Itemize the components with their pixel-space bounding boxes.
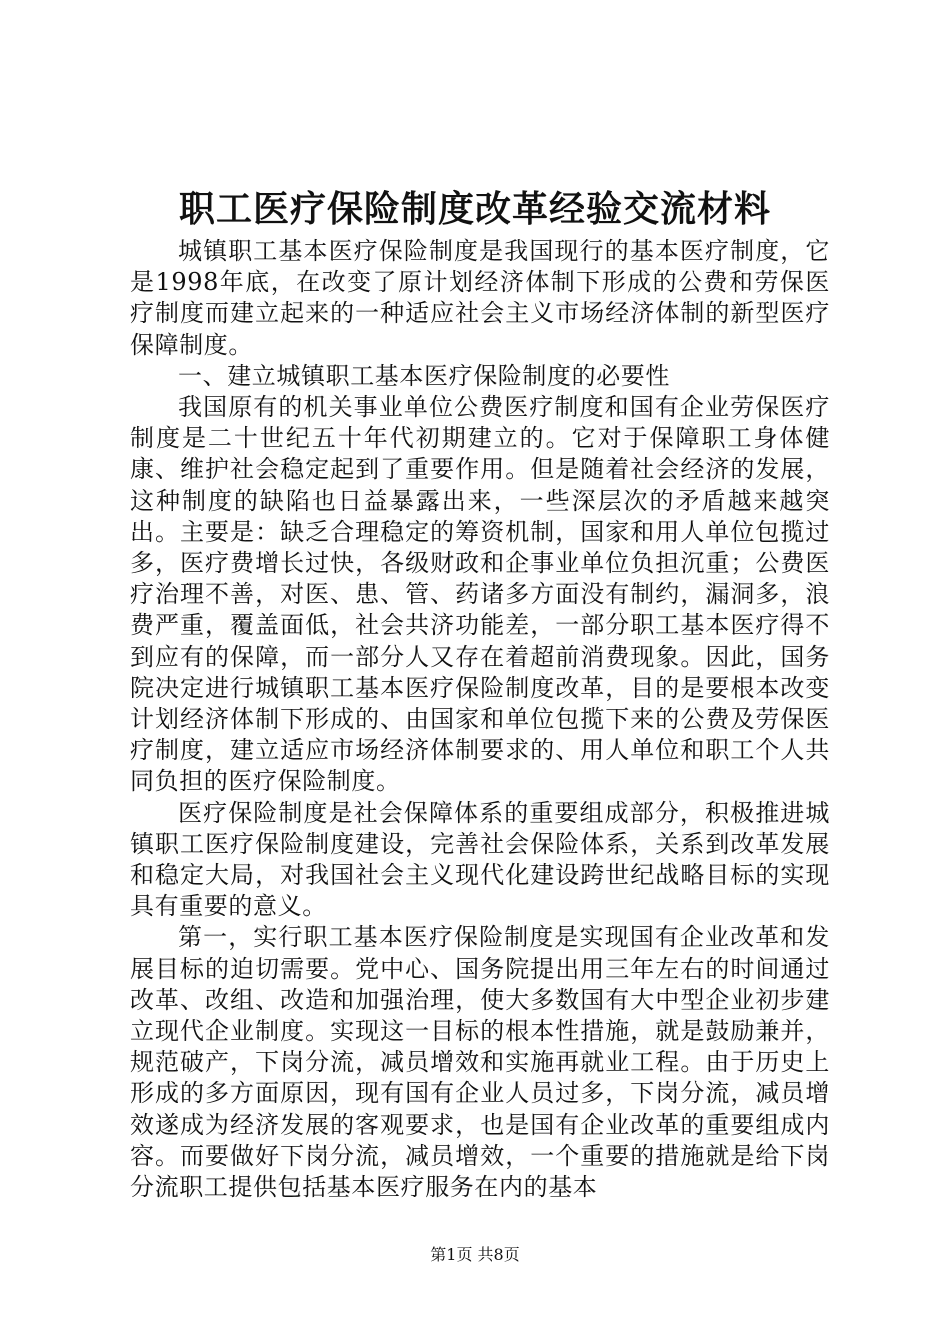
paragraph-intro: 城镇职工基本医疗保险制度是我国现行的基本医疗制度，它是1998年底，在改变了原计划经济体制下形成的公费和劳保医疗制度而建立起来的一种适应社会主义市场经济体制的新型医疗保障制度。 [130, 237, 830, 359]
document-body [130, 236, 830, 1203]
section-heading: 一、建立城镇职工基本医疗保险制度的必要性 [178, 361, 670, 390]
paragraph-significance: 医疗保险制度是社会保障体系的重要组成部分，积极推进城镇职工医疗保险制度建设，完善社会保险体系，关系到改革发展和稳定大局，对我国社会主义现代化建设跨世纪战略目标的实现具有重要的意义。 [130, 798, 830, 921]
paragraph-first-point: 第一，实行职工基本医疗保险制度是实现国有企业改革和发展目标的迫切需要。党中心、国务院提出用三年左右的时间通过改革、改组、改造和加强治理，使大多数国有大中型企业初步建立现代企业制度。实现这一目标的根本性措施，就是鼓励兼并，规范破产，下岗分流，减员增效和实施再就业工程。由于历史上形成的多方面原因，现有国有企业人员过多，下岗分流，减员增效遂成为经济发展的客观要求，也是国有企业改革的重要组成内容。而要做好下岗分流，减员增效，一个重要的措施就是给下岗分流职工提供包括基本医疗服务在内的基本 [130, 923, 830, 1202]
document-title: 职工医疗保险制度改革经验交流材料 [178, 188, 771, 230]
paragraph-history: 我国原有的机关事业单位公费医疗制度和国有企业劳保医疗制度是二十世纪五十年代初期建立的。它对于保障职工身体健康、维护社会稳定起到了重要作用。但是随着社会经济的发展，这种制度的缺陷也日益暴露出来，一些深层次的矛盾越来越突出。主要是：缺乏合理稳定的筹资机制，国家和用人单位包揽过多，医疗费增长过快，各级财政和企事业单位负担沉重；公费医疗治理不善，对医、患、管、药诸多方面没有制约，漏洞多，浪费严重，覆盖面低，社会共济功能差，一部分职工基本医疗得不到应有的保障，而一部分人又存在着超前消费现象。因此，国务院决定进行城镇职工基本医疗保险制度改革，目的是要根本改变计划经济体制下形成的、由国家和单位包揽下来的公费及劳保医疗制度，建立适应市场经济体制要求的、用人单位和职工个人共同负担的医疗保险制度。 [130, 393, 830, 796]
page-number-footer: 第1页 共8页 [430, 1245, 520, 1264]
